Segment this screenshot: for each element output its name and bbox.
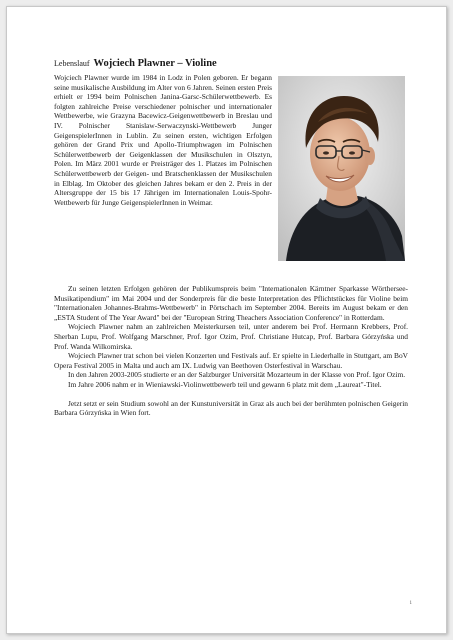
document-title — [54, 55, 414, 71]
document-page — [6, 6, 447, 634]
title-prefix: Lebenslauf — [54, 59, 90, 68]
paragraph-wieniawski: Im Jahre 2006 nahm er in Wieniawski-Violinwettbewerb teil und gewann 6 platz mit dem „Laureat"-Titel. — [68, 379, 382, 389]
paragraph-concerts: Wojciech Plawner trat schon bei vielen Konzerten und Festivals auf. Er spielte in Liederhalle in Stuttgart, am BoV Opera Festival 2005 in Malta und auch am IX. Ludwig van Beethoven Osterfestival in Warschau. — [54, 351, 408, 370]
body-text — [54, 284, 408, 418]
paragraph-studies-salzburg: In den Jahren 2003-2005 studierte er an der Salzburger Universität Mozarteum in der Klasse von Prof. Igor Ozim. — [68, 370, 406, 380]
title-main: Wojciech Plawner – Violine — [93, 58, 217, 69]
paragraph-current-studies: Jetzt setzt er sein Studium sowohl an der Kunstuniversität in Graz als auch bei der berühmten polnischen Geigerin Barbara Górzyńska in Wien fort. — [54, 398, 408, 418]
paragraph-masterclasses: Wojciech Plawner nahm an zahlreichen Meisterkursen teil, unter anderem bei Prof. Hermann Krebbers, Prof. Sherban Lupu, Prof. Wolfgang Marschner, Prof. Igor Ozim, Prof. Christiane Hutcap, Prof. Barbara Górzyńska und Prof. Wanda Wilkomirska. — [54, 322, 408, 351]
intro-paragraph: Wojciech Plawner wurde im 1984 in Lodz in Polen geboren. Er begann seine musikalische Ausbildung im Alter von 6 Jahren. Seinen ersten Preis erhielt er 1994 beim Polnischen Janina-Garsc-Schülerwettbewerb. Es folgten zahlreiche Preise verschiedener polnischer und internationaler Wettbewerbe, wie Grazyna Bacewicz-Geigenwettbewerb in Breslau und IV. Polnischer Stanislaw-Serwaczynski-Wettbewerb Junger GeigenspielerInnen in Lublin. Zu seinen ersten, wichtigen Erfolgen gehören der Grand Prix und Apollo-Triumphwagen im Polnischen Schülerwettbewerb der Geigenklassen der Musikschulen in Olsztyn, Polen. Im März 2001 wurde er Preisträger des 1. Platzes im Polnischen Schülerwettbewerb der Geigen- und Bratschenklassen der Musikschulen in Elblag. Im Oktober des gleichen Jahres bekam er den 2. Preis in der Altersgruppe der 15 bis 17 Jährigen im Internationalen Louis-Spohr-Wettbewerb für Junge GeigenspielerInnen in Weimar. — [54, 73, 272, 207]
portrait-photo — [278, 76, 405, 261]
paragraph-awards: Zu seinen letzten Erfolgen gehören der Publikumspreis beim "Internationalen Kärntner Sparkasse Wörthersee-Musikatipendium" im Mai 2004 und der Sonderpreis für die beste Interpretation des Pflichtstückes für Violine beim "Internationalen Johannes-Brahms-Wettbewerb" in Pörtschach im September 2004. Bereits im August bekam er den „ESTA Student of The Year Award" bei der "European String Theachers Association Conference" in Rotterdam. — [54, 284, 408, 322]
page-number: 1 — [409, 601, 412, 606]
